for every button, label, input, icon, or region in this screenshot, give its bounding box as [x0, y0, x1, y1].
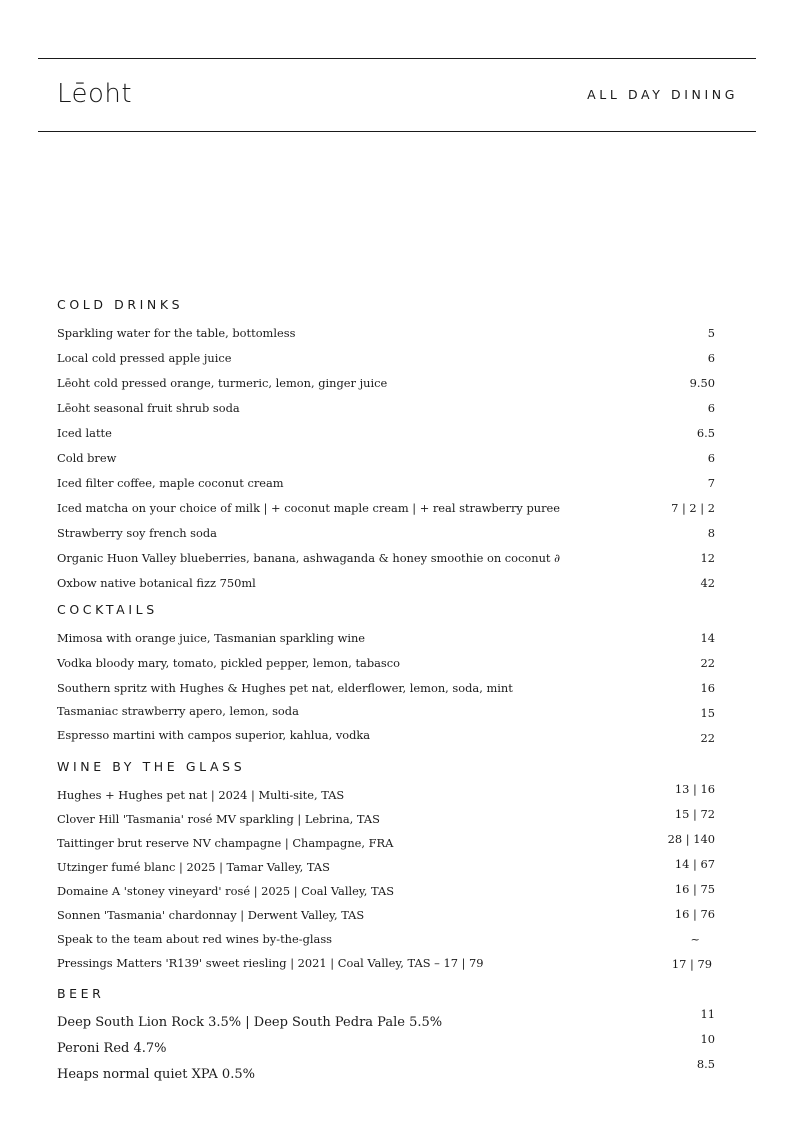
- menu-item-price: 7: [707, 476, 715, 490]
- menu-item-price: 10: [700, 1032, 715, 1046]
- menu-item-price: 6: [707, 351, 715, 365]
- menu-item-price: 28 | 140: [667, 832, 715, 846]
- section-title-cold-drinks: COLD DRINKS: [57, 297, 184, 312]
- menu-item-name: Oxbow native botanical fizz 750ml: [57, 576, 256, 590]
- menu-item-price: 15: [700, 706, 715, 720]
- menu-item-name: Local cold pressed apple juice: [57, 351, 232, 365]
- menu-item-name: Deep South Lion Rock 3.5% | Deep South Pedra Pale 5.5%: [57, 1015, 443, 1030]
- menu-item-name: Tasmaniac strawberry apero, lemon, soda: [57, 704, 299, 718]
- menu-item-name: Vodka bloody mary, tomato, pickled pepper, lemon, tabasco: [57, 656, 401, 670]
- menu-item-price: 22: [700, 656, 715, 670]
- header-tagline: ALL DAY DINING: [587, 87, 738, 102]
- menu-item-name: Peroni Red 4.7%: [57, 1041, 167, 1056]
- menu-item-price: 6: [707, 451, 715, 465]
- menu-item-price: 42: [700, 576, 715, 590]
- menu-item-name: Lēoht seasonal fruit shrub soda: [57, 401, 240, 415]
- menu-item-name: Iced latte: [57, 426, 112, 440]
- menu-item-name: Speak to the team about red wines by-the-glass: [57, 932, 333, 946]
- menu-item-name: Mimosa with orange juice, Tasmanian sparkling wine: [57, 631, 366, 645]
- header-bottom-rule: [38, 131, 756, 132]
- menu-item-name: Strawberry soy french soda: [57, 526, 217, 540]
- menu-item-name: Iced filter coffee, maple coconut cream: [57, 476, 284, 490]
- menu-item-price: 6: [707, 401, 715, 415]
- menu-item-price: 14 | 67: [674, 857, 715, 871]
- menu-item-name: Sparkling water for the table, bottomless: [57, 326, 296, 340]
- menu-item-price: 22: [700, 731, 715, 745]
- menu-item-name: Pressings Matters 'R139' sweet riesling | 2021 | Coal Valley, TAS – 17 | 79: [57, 956, 484, 970]
- menu-item-price: 12: [700, 551, 715, 565]
- menu-item-name: Southern spritz with Hughes & Hughes pet nat, elderflower, lemon, soda, mint: [57, 681, 513, 695]
- section-title-cocktails: COCKTAILS: [57, 602, 158, 617]
- menu-item-name: Sonnen 'Tasmania' chardonnay | Derwent Valley, TAS: [57, 908, 365, 922]
- menu-item-price: 8: [707, 526, 715, 540]
- menu-item-price: 9.50: [689, 376, 715, 390]
- menu-item-price: 7 | 2 | 2: [671, 501, 715, 515]
- menu-item-price: 5: [707, 326, 715, 340]
- menu-item-name: Heaps normal quiet XPA 0.5%: [57, 1067, 255, 1082]
- section-title-wine-by-the-glass: WINE BY THE GLASS: [57, 759, 246, 774]
- menu-item-price: 15 | 72: [674, 807, 715, 821]
- menu-item-price: 16: [700, 681, 715, 695]
- menu-item-name: Domaine A 'stoney vineyard' rosé | 2025 | Coal Valley, TAS: [57, 884, 395, 898]
- menu-item-price: 6.5: [696, 426, 715, 440]
- menu-item-price: 8.5: [696, 1057, 715, 1071]
- menu-item-price: ~: [690, 932, 700, 946]
- menu-item-name: Clover Hill 'Tasmania' rosé MV sparkling | Lebrina, TAS: [57, 812, 380, 826]
- brand-logo: Lēoht: [57, 79, 133, 109]
- menu-item-price: 16 | 76: [674, 907, 715, 921]
- menu-item-price: 13 | 16: [674, 782, 715, 796]
- menu-item-name: Cold brew: [57, 451, 117, 465]
- menu-item-name: Taittinger brut reserve NV champagne | Champagne, FRA: [57, 836, 394, 850]
- section-title-beer: BEER: [57, 986, 105, 1001]
- menu-item-name: Espresso martini with campos superior, kahlua, vodka: [57, 728, 371, 742]
- menu-item-name: Hughes + Hughes pet nat | 2024 | Multi-site, TAS: [57, 788, 345, 802]
- menu-item-name: Iced matcha on your choice of milk | + coconut maple cream | + real strawberry puree: [57, 501, 561, 515]
- menu-item-price: 16 | 75: [674, 882, 715, 896]
- menu-item-price: 14: [700, 631, 715, 645]
- menu-item-price: 17 | 79: [671, 957, 712, 971]
- menu-item-name: Lēoht cold pressed orange, turmeric, lemon, ginger juice: [57, 376, 388, 390]
- menu-item-name: Utzinger fumé blanc | 2025 | Tamar Valley, TAS: [57, 860, 330, 874]
- header-top-rule: [38, 58, 756, 59]
- menu-item-name: Organic Huon Valley blueberries, banana, ashwaganda & honey smoothie on coconut ∂: [57, 551, 561, 565]
- menu-item-price: 11: [700, 1007, 715, 1021]
